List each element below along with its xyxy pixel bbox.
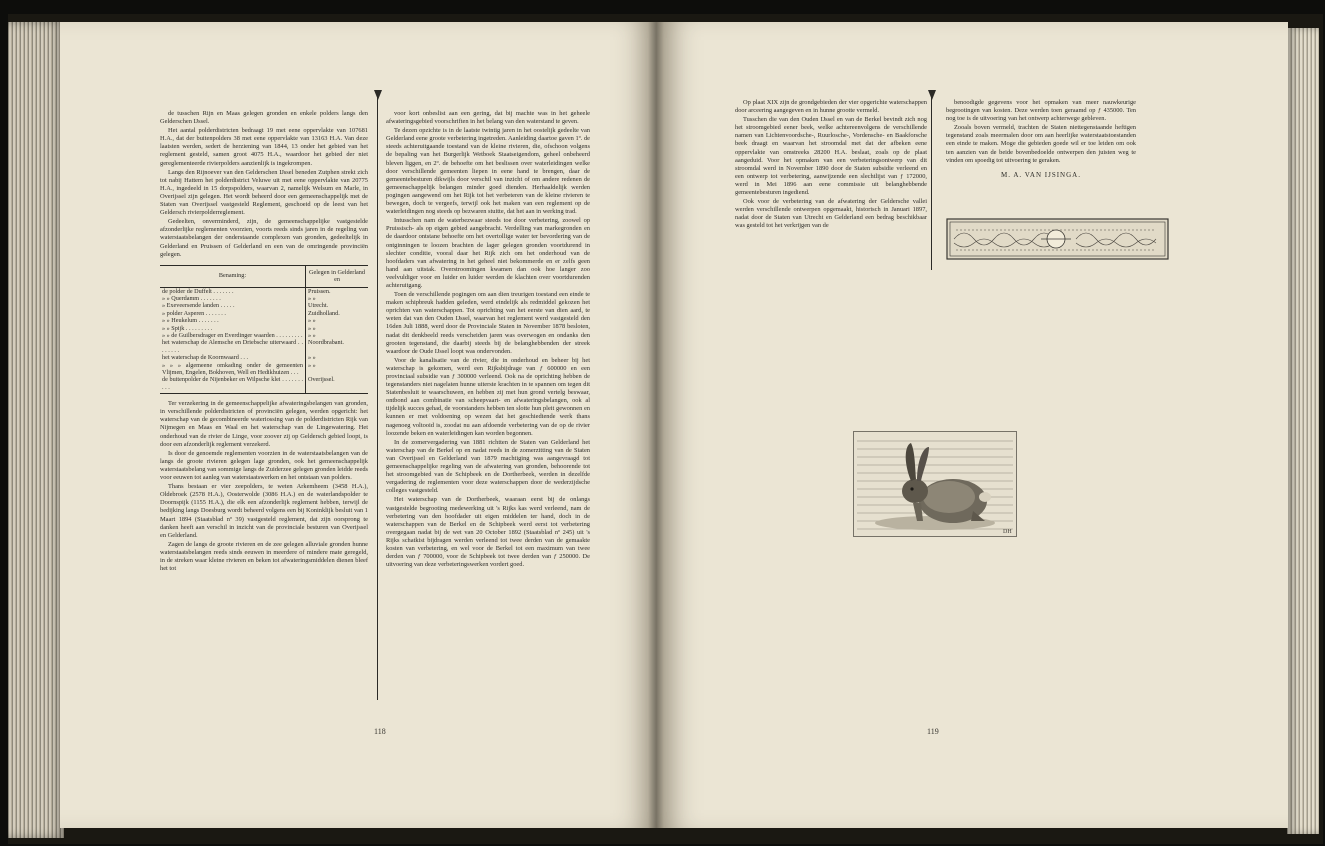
table-header-location: Gelegen in Gelderland en bbox=[306, 265, 369, 287]
table-cell-location: » » bbox=[306, 332, 369, 339]
column-divider-left bbox=[375, 90, 381, 700]
table-row bbox=[160, 317, 368, 324]
right-col1-paragraph: Op plaat XIX zijn de grondgebieden der vier opgerichte waterschappen door arceering aangegeven en in hunne grootte vermeld. bbox=[735, 99, 927, 115]
left-col1-top-paragraph: Het aantal polderdistricten bedraagt 19 met eene oppervlakte van 107681 H.A., dat der buitenpolders 38 met eene oppervlakte van 13163 H.A. Van deze laatsten werden, sedert de herziening van 1844, 13 onder het gebied van het reglement gesteld, samen groot 4075 H.A., waardoor het gebied der niet gereglementeerde rivierpolders aanzienlijk is ingekrompen. bbox=[160, 127, 368, 167]
page-edges-left bbox=[8, 22, 64, 838]
right-col2-paragraph: benoodigde gegevens voor het opmaken van meer nauwkeurige begrootingen van kosten. Deze werden toen geraamd op ƒ 435000. Ten nog toe is de uitvoering van het ontwerp achterwege gebleven. bbox=[946, 99, 1136, 123]
polder-table bbox=[160, 265, 368, 395]
book-gutter bbox=[648, 22, 664, 828]
left-col2-paragraph: In de zomervergadering van 1881 richtten de Staten van Gelderland het waterschap van de Berkel op en nadat reeds in de zomerzitting van de Staten van Overijssel en Gelderland van 1879 machtiging was aangevraagd tot gemeenschappelijke regeling van de afwatering van gronden, behoorende tot het stroomgebied van de Schipbeek en de Dortherbeek, werden in dezelfde vergadering de reglementen voor deze waterschappen door de wederzijdsche colleges vastgesteld. bbox=[386, 438, 590, 495]
left-col1-bottom-paragraph: Ter verzekering in de gemeenschappelijke afwateringsbelangen van gronden, in verschillende polderdistricten of provinciën gelegen, werden opgericht: het waterschap van de gecombineerde wateriossing van de polderdistricten Rijk van Nijmegen en Maas en Waal en het waterschap van de Lingewatering. Het onderhoud van de rivier de Linge, voor zoover zij op Geldersch gebied loopt, is door een afzonderlijk reglement verzekerd. bbox=[160, 400, 368, 448]
left-col2-paragraph: Te dezen opzichte is in de laatste twintig jaren in het oostelijk gedeelte van Gelderland eene groote verbetering ingetreden. Aanleiding daartoe gaven 1º. de steeds achteruitgaande toestand van de kleine rivieren, die, ofschoon volgens de bepaling van het Burgerlijk Wetboek Staatseigendom, geheel onbeheerd bleven liggen, en 2º. de behoefte om het beslissen over waterleidingen welke door verschillende gemeenten liepen in eene hand te brengen, daar de gemeentebesturen dikwijls door verschil van inzicht of om andere redenen de gemeenschappelijk belangen minder goed dienden. Herhaaldelijk werden pogingen aangewend om het Rijk tot het verbeteren van de kleine rivieren te bewegen, doch te vergeefs, terwijl ook het maken van een reglement op de waterleidingen nog steeds op bezwaren stuitte, dat het aan in werking trad. bbox=[386, 127, 590, 216]
table-row bbox=[160, 354, 368, 361]
right-col2-paragraph: Zooals boven vermeld, trachten de Staten niettegenstaande heftigen tegenstand zoals meermalen door om aan heerlijke waterstaatstoestanden een einde te maken. Moge die gebieden goede wil er toe leiden om ook ten aanzien van de beide bovenbedoelde ontwerpen den juisten weg te vinden om spoedig tot uitvoering te geraken. bbox=[946, 124, 1136, 164]
left-col1-top-paragraph: Gedeelten, onverminderd, zijn, de gemeenschappelijke vastgestelde afzonderlijke reglementen voorzien, voorts reeds sinds jaren in de regeling van waterstaatsbelangen der onderstaande complexen van gronden, gedeeltelijk in Gelderland en Pruissen of Gelderland en een van de omringende provinciën gelegen. bbox=[160, 218, 368, 258]
table-row bbox=[160, 310, 368, 317]
table-cell-name: » » de Guilbersdrager en Everdinger waarden . . . . . . . . . bbox=[162, 331, 303, 339]
right-col1-paragraph: Tusschen die van den Ouden IJssel en van de Berkel bevindt zich nog het stroomgebied eener beek, welke achtereenvolgens de verschillende namen van Lichtenvoordsche-, Ruurlosche-, Vordensche- en Baakforsche beek draagt en waarvan het stroomdal met dat der afbeken eene oppervlakte van omstreeks 28200 H.A. beslaat, zoals op de plaat aangeduid. Voor het opmaken van een verbeteringsontwerp van dit stroomdal werd in November 1890 door de Staten subsidie verleend en een ontwerp tot verbetering, aanwijzende een slechtlijst van ƒ 172000, werd in Mei 1896 aan eene commissie uit belanghebbende gemeentebesturen ingediend. bbox=[735, 116, 927, 197]
table-cell-name: » » Heukelum . . . . . . . bbox=[162, 317, 219, 325]
divider-line bbox=[377, 90, 378, 700]
table-cell-location: Pruissen. bbox=[306, 287, 369, 295]
left-col1-paragraphs-bottom bbox=[160, 400, 368, 573]
table-cell-location: » » bbox=[306, 295, 369, 302]
left-col2-paragraph: Voor de kanalisatie van de rivier, die in onderhoud en beheer bij het waterschap is gekomen, werd een Rijksbijdrage van ƒ 600000 en een provinciaal subsidie van ƒ 300000 verleend. Ook na de oprichting hebben de tegenstanders niet nagelaten hunne uiterste krachten in te spannen om tegen dit Statenbesluit te waarschuwen, en hebben zij met hun grond vertelg beswaar, ontbond aan combinatie van scheepvaart- en afwateringsbelangen, ook al tijdelijk succes gehad, de voorstanders hebben ten slotte hun pleit gewonnen en kunnen er met voldoening op wezen dat het geschiedtende werk thans nagenoeg voltooid is, zoodat nu aan afdoende verbetering van de op de rivier loozende beken en waterleidingen kan worden begonnen. bbox=[386, 356, 590, 437]
table-cell-location: Noordbrabant. bbox=[306, 339, 369, 354]
table-cell-name: » Exeveersende landen . . . . . bbox=[162, 302, 235, 310]
author-signature: M. A. VAN IJSINGA. bbox=[1001, 170, 1081, 179]
divider-line bbox=[931, 90, 932, 270]
left-col1-bottom-paragraph: Thans bestaan er vier zeepolders, te weten Arkemheem (3458 H.A.), Oldebroek (2578 H.A.), Oosterwolde (3086 H.A.) en de waterlandspolder te Doornspijk (1155 H.A.), die elk een afzonderlijk reglement hebben, terwijl de bedijking langs Doesburg wordt beheerd volgens een bij Koninklijk besluit van 1 Maart 1894 (Staatsblad nº 39) vastgesteld reglement, dat zijn oorsprong te danken heeft aan verschil in inzicht van de provinciale besturen van Overijssel en Gelderland. bbox=[160, 483, 368, 539]
right-col1-paragraph: Ook voor de verbetering van de afwatering der Geldersche vallei werden verschillende ontwerpen opgemaakt, historisch in Januari 1897, nadat door de Staten van Utrecht en Gelderland een bedrag beschikbaar was gesteld tot het verkrijgen van de bbox=[735, 198, 927, 230]
table-cell-location: » » bbox=[306, 317, 369, 324]
table-row bbox=[160, 325, 368, 332]
left-col1-bottom-paragraph: Zagen de langs de groote rivieren en de zee gelegen alluviale gronden hunne waterstaatsbelangen reeds sinds eeuwen in meerdere of mindere mate geregeld, in de streken waar kleine rivieren en beken tot afwateringsmiddelen dienen bleef het tot bbox=[160, 540, 368, 573]
table-row bbox=[160, 332, 368, 339]
table-cell-location: Utrecht. bbox=[306, 302, 369, 309]
table-row bbox=[160, 339, 368, 354]
table-row bbox=[160, 287, 368, 295]
table-cell-location: Zuidholland. bbox=[306, 310, 369, 317]
table-cell-name: » » Querdamm . . . . . . . bbox=[162, 294, 221, 302]
table-row bbox=[160, 295, 368, 302]
left-col2-paragraph: Toen de verschillende pogingen om aan dien treurigen toestand een einde te maken schipbreuk hadden geleden, werd eindelijk als redmiddel gekozen het oprichten van waterschappen. Tot oprichting van het eerste van dien aard, te weten dat van den Ouden IJssel, waarvan het reglement werd vastgesteld den 16den Juli 1888, werd door de Provinciale Staten in November 1878 besloten, nadat dit denkbeeld reeds verscheiden jaren was overwogen en ondanks den grooten tegenstand, die daarbij steeds bij de belanghebbenden der streek waardoor de Oude IJssel loopt was ondervonden. bbox=[386, 291, 590, 355]
table-cell-name: » polder Asperen . . . . . . . bbox=[162, 309, 226, 317]
table-row bbox=[160, 362, 368, 377]
table-cell-name: » » Spijk . . . . . . . . . bbox=[162, 324, 213, 332]
table-row bbox=[160, 376, 368, 393]
table-cell-location: » » bbox=[306, 325, 369, 332]
left-col2-paragraph: Het waterschap van de Dortherbeek, waaraan eerst bij de onlangs vastgestelde begrooting medewerking uit 's Rijks kas werd verleend, nam de verbetering van den hoofdader uit eigen middelen ter hand, doch in de waterschappen van de Berkel en de Schipbeek werd eerst tot verbetering overgegaan nadat bij de wet van 20 October 1892 (Staatsblad nº 245) uit 's Rijks schatkist bijdragen werden verleend tot twee derden van de gemaakte kosten van verbetering, en wel voor de Berkel tot een maximum van twee derden van ƒ 700000, voor de Schipbeek tot twee derden van ƒ 250000. De uitvoering van deze verbeteringswerken vordert goed. bbox=[386, 496, 590, 569]
left-page-column-2 bbox=[386, 110, 590, 690]
left-col1-bottom-paragraph: Is door de genoemde reglementen voorzien in de waterstaatsbelangen van de langs de groote rivieren gelegen lage gronden, ook het gemeenschappelijk waterstaatsbelang van sommige langs de Zuiderzee gelegen gronden leidde reeds voor eeuwen tot aanleg van waterstaatswerken en het ontstaan van polders. bbox=[160, 449, 368, 482]
left-col1-paragraphs-top bbox=[160, 110, 368, 259]
table-cell-location: » » bbox=[306, 362, 369, 377]
table-cell-name: het waterschap de Koornwaard . . . bbox=[162, 354, 249, 362]
right-col2-paragraphs bbox=[946, 99, 1136, 165]
left-col2-paragraph: voor kort onbeslist aan een gering, dat bij machte was in het geheele afwateringsgebied voorschriften in het belang van den waterstand te geven. bbox=[386, 110, 590, 126]
table-cell-location: Overijssel. bbox=[306, 376, 369, 393]
decorative-ornament-band bbox=[946, 218, 1169, 260]
table-cell-name: de buitenpolder de Nijenbeker en Wilpsche klei . . . . . . . . . . bbox=[160, 376, 306, 393]
column-divider-right bbox=[929, 90, 935, 270]
table-row bbox=[160, 302, 368, 309]
table-header-name: Benaming: bbox=[160, 265, 306, 287]
hare-illustration bbox=[853, 431, 1017, 537]
left-col1-top-paragraph: de tusschen Rijn en Maas gelegen gronden en enkele polders langs den Gelderschen IJssel. bbox=[160, 110, 368, 126]
left-col2-paragraph: Intusschen nam de waterbezwaar steeds toe door verbetering, zoowel op Pruissisch- als op eigen gebied aangebracht. Verdelling van markegronden en de daardoor ontstane behoefte om het overtollige water ter bevordering van de ontginningen te loozen brachten de lager gelegen gronden voortdurend in slechter conditie, vooral daar het Rijk zich om het onderhoud van de hoofdaders van afwatering in het geheel niet bekommerde en er zelfs geen hand aan uitstak. Overstroomingen kwamen dan ook hoe langer zoo veelvuldiger voor en luider en luider werden de klachten over voortdurenden achteruitgang. bbox=[386, 217, 590, 289]
left-col1-top-paragraph: Langs den Rijnoever van den Gelderschen IJssel beneden Zutphen strekt zich tot nabij Hattem het polderdistrict Veluwe uit met eene oppervlakte van 20775 H.A., ingedeeld in 15 dorpspolders, waarvan 2, namelijk Welsum en Marle, in Overijssel zijn gelegen. Het wordt beheerd door een gemeenschappelijk met de Staten van Overijssel vastgesteld Reglement, geschoeid op de leest van het Geldersch rivierpolderreglement. bbox=[160, 168, 368, 217]
table-cell-name: » » » algemeene omkading onder de gemeenten Vlijmen, Engelen, Bokhoven, Well en Hedikhuizen . . . bbox=[162, 361, 303, 376]
right-page-number: 119 bbox=[927, 727, 939, 736]
table-cell-name: het waterschap de Alemsche en Driebsche uiterwaard . . . . . . . . bbox=[162, 339, 303, 354]
left-page-number: 118 bbox=[374, 727, 386, 736]
page-edges-right bbox=[1287, 28, 1319, 834]
table-cell-name: de polder de Duffelt . . . . . . . bbox=[162, 287, 234, 295]
polder-table-body bbox=[160, 287, 368, 394]
table-cell-location: » » bbox=[306, 354, 369, 361]
left-page-column-1 bbox=[160, 110, 368, 710]
illustration-monogram: DH bbox=[1003, 529, 1012, 535]
right-page-column-1 bbox=[735, 99, 927, 269]
right-page-column-2 bbox=[946, 99, 1136, 219]
